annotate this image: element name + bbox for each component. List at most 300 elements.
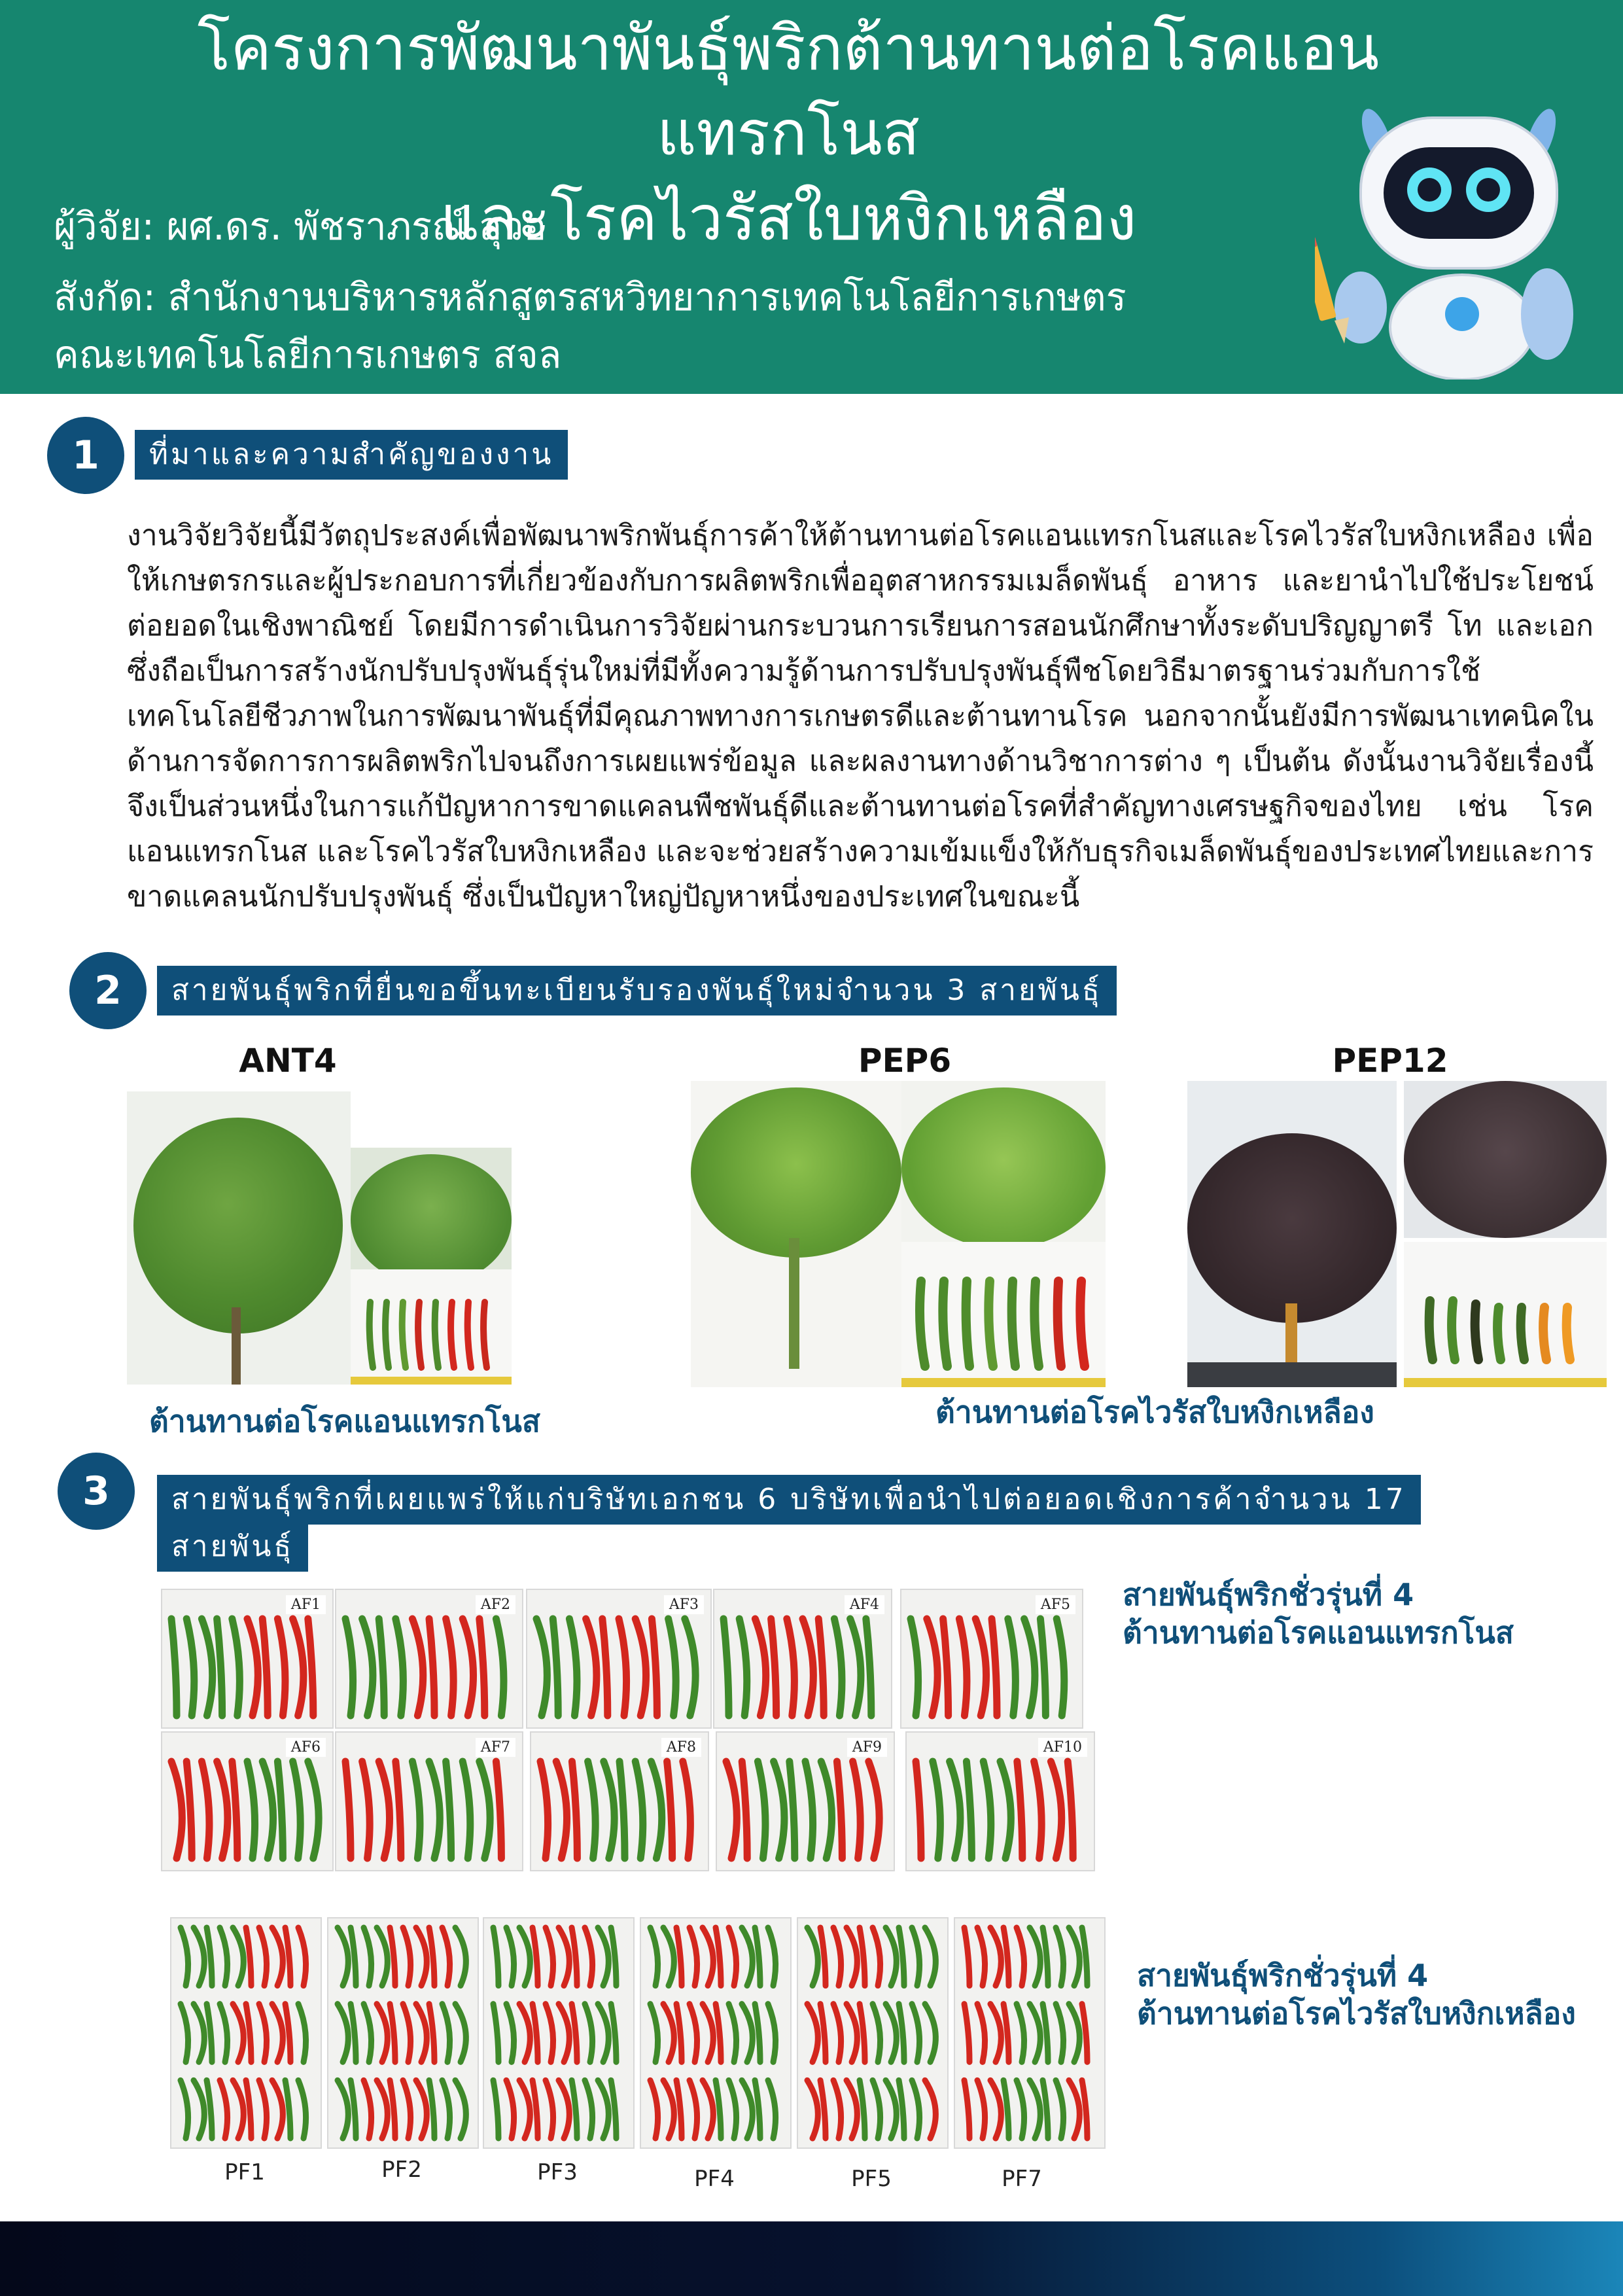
- chili-pod: [992, 1619, 997, 1716]
- chili-pod: [611, 2080, 616, 2138]
- chili-pod: [964, 2004, 969, 2062]
- af-tile: [900, 1589, 1083, 1729]
- chili-pod: [604, 1761, 614, 1858]
- chili-pod: [927, 1619, 937, 1716]
- chili-pod: [886, 2004, 896, 2062]
- pf-tile: [640, 1917, 792, 2149]
- chili-pod: [768, 2004, 776, 2062]
- chili-pod: [729, 1928, 737, 1986]
- chili-pod: [586, 1619, 597, 1716]
- chili-pod: [217, 1761, 228, 1858]
- caption-anthracnose-resistant: ต้านทานต่อโรคแอนแทรกโนส: [149, 1404, 540, 1439]
- chili-pod: [429, 1928, 434, 1986]
- chili-pod: [396, 1619, 404, 1716]
- chili-pod: [873, 1928, 881, 1986]
- chili-pod: [246, 2080, 251, 2138]
- chili-pod: [519, 2004, 530, 2062]
- affiliation-line-2: คณะเทคโนโลยีการเกษตร สจล: [54, 332, 562, 377]
- chili-pod: [635, 1619, 646, 1716]
- chili-pod: [663, 2080, 674, 2138]
- af-caption-line-1: สายพันธุ์พริกชั่วรุ่นที่ 4: [1123, 1577, 1414, 1612]
- chili-pod: [572, 1928, 577, 1986]
- title-line-2: และโรคไวรัสใบหงิกเหลือง: [440, 183, 1137, 255]
- chili-pod: [532, 2080, 538, 2138]
- chili-pod: [390, 2004, 395, 2062]
- chili-pod: [1024, 1619, 1035, 1716]
- ant4-chili-row: [351, 1269, 512, 1385]
- chili-pod: [207, 1928, 212, 1986]
- chili-pod: [572, 2004, 577, 2062]
- chili-pod: [559, 2080, 569, 2138]
- chili-pod: [377, 2004, 387, 2062]
- chili-pod: [207, 2080, 212, 2138]
- chili-pod: [262, 1619, 268, 1716]
- pep6-plant-photo: [691, 1081, 901, 1387]
- chili-pod: [983, 1761, 991, 1858]
- section-2-number: 2: [69, 952, 147, 1029]
- chili-pod: [805, 1761, 813, 1858]
- chili-pod: [506, 1928, 514, 1986]
- pf-code: PF4: [694, 2166, 735, 2192]
- pep12-chili-row: [1404, 1242, 1607, 1387]
- chili-pod: [860, 2080, 865, 2138]
- pep12-leaf-photo: [1404, 1081, 1607, 1238]
- chili-pod: [572, 2080, 577, 2138]
- chili-pod: [259, 2004, 267, 2062]
- chili-pod: [207, 2004, 212, 2062]
- chili-pod: [975, 1619, 986, 1716]
- chili-pod: [689, 2004, 697, 2062]
- section-1-paragraph: งานวิจัยวิจัยนี้มีวัตถุประสงค์เพื่อพัฒนาพริกพันธุ์การค้าให้ต้านทานต่อโรคแอนแทรกโนสและโรคไวรัสใบหงิกเหลือง เพื่อให้เกษตรกรและผู้ประกอบการที่เกี่ยวข้องกับการผลิตพริกเพื่ออุตสาหกรรมเมล็ดพันธุ์ อาหาร และยานำไปใช้ประโยชน์ต่อยอดในเชิงพาณิชย์ โดยมีการดำเนินการวิจัยผ่านกระบวนการเรียนการสอนนักศึกษาทั้งระดับปริญญาตรี โท และเอก ซึ่งถือเป็นการสร้างนักปรับปรุงพันธุ์รุ่นใหม่ที่มีทั้งความรู้ด้านการปรับปรุงพันธุ์พืชโดยวิธีมาตรฐานร่วมกับการใช้เทคโนโลยีชีวภาพในการพัฒนาพันธุ์ที่มีคุณภาพทางการเกษตรดีและต้านทานโรค นอกจากนั้นยังมีการพัฒนาเทคนิคในด้านการจัดการการผลิตพริกไปจนถึงการเผยแพร่ข้อมูล และผลงานทางด้านวิชาการต่าง ๆ เป็นต้น ดังนั้นงานวิจัยเรื่องนี้จึงเป็นส่วนหนึ่งในการแก้ปัญหาการขาดแคลนพืชพันธุ์ดีและต้านทานต่อโรคที่สำคัญทางเศรษฐกิจของไทย เช่น โรคแอนแทรกโนส และโรคไวรัสใบหงิกเหลือง และจะช่วยสร้างความเข้มแข็งให้กับธุรกิจเมล็ดพันธุ์ของประเทศไทยและการขาดแคลนนักปรับปรุงพันธุ์ ซึ่งเป็นปัญหาใหญ่ปัญหาหนึ่งของประเทศในขณะนี้: [127, 519, 1594, 913]
- chili-pod: [285, 2080, 290, 2138]
- chili-pod: [846, 2080, 857, 2138]
- chili-pod: [1000, 1761, 1011, 1858]
- chili-pod: [379, 1619, 384, 1716]
- chili-pod: [308, 1619, 313, 1716]
- chili-pod: [379, 1761, 389, 1858]
- chili-pod: [990, 1928, 1001, 1986]
- chili-pod: [716, 2080, 721, 2138]
- chili-pod: [716, 2004, 721, 2062]
- chili-pod: [611, 2004, 616, 2062]
- af-tile: [335, 1589, 523, 1729]
- chili-pod: [807, 2004, 818, 2062]
- chili-pod: [703, 2080, 713, 2138]
- chili-pod: [1030, 2004, 1040, 2062]
- pep12-fruit-photo: [1404, 1242, 1607, 1387]
- chili-pod: [345, 1619, 353, 1716]
- chili-pod: [351, 2004, 356, 2062]
- chili-pod: [774, 1761, 784, 1858]
- af-code: AF6: [286, 1738, 326, 1757]
- af-code: AF7: [476, 1738, 515, 1757]
- af-tile: [905, 1731, 1095, 1871]
- chili-pod: [833, 1928, 841, 1986]
- chili-pod: [259, 2080, 267, 2138]
- chili-pod: [1082, 2004, 1087, 2062]
- chili-pod: [298, 2080, 306, 2138]
- chili-pod: [462, 1761, 470, 1858]
- chili-pod: [1003, 2080, 1009, 2138]
- chili-pod: [232, 1761, 237, 1858]
- title-line-1: โครงการพัฒนาพันธุ์พริกต้านทานต่อโรคแอนแทรกโนส: [197, 13, 1380, 169]
- chili-pod: [1056, 2080, 1064, 2138]
- chili-pod: [685, 1619, 695, 1716]
- chili-pod: [559, 2004, 569, 2062]
- chili-pod: [364, 2004, 372, 2062]
- chili-pod: [598, 2080, 608, 2138]
- section-1-heading: ที่มาและความสำคัญของงาน: [135, 430, 568, 480]
- chili-pod: [925, 2004, 935, 2062]
- section-1-number: 1: [47, 417, 124, 494]
- affiliation-line-1: สังกัด: สำนักงานบริหารหลักสูตรสหวิทยาการเทคโนโลยีการเกษตร: [54, 275, 1126, 319]
- chili-pod: [364, 1928, 372, 1986]
- ant4-plant-photo: [127, 1091, 351, 1385]
- chili-pod: [742, 2080, 752, 2138]
- chili-pod: [412, 1619, 423, 1716]
- chili-pod: [220, 2080, 228, 2138]
- chili-pod: [959, 1619, 967, 1716]
- chili-pod: [853, 1761, 861, 1858]
- chili-pod: [729, 2080, 737, 2138]
- chili-pod: [807, 2080, 818, 2138]
- pf-tile: [797, 1917, 949, 2149]
- pf-code: PF3: [537, 2159, 578, 2185]
- chili-pod: [803, 1619, 813, 1716]
- chili-pod: [429, 1761, 440, 1858]
- chili-pod: [194, 1928, 204, 1986]
- chili-pod: [1069, 2004, 1079, 2062]
- chili-pod: [429, 2004, 434, 2062]
- chili-pod: [846, 2004, 857, 2062]
- af-code: AF9: [847, 1738, 887, 1757]
- chili-pod: [536, 1619, 547, 1716]
- chili-pod: [585, 2004, 593, 2062]
- chili-pod: [899, 1928, 904, 1986]
- chili-pod: [506, 2080, 514, 2138]
- chili-pod: [850, 1619, 861, 1716]
- chili-pod: [412, 1761, 420, 1858]
- af-tile: [716, 1731, 895, 1871]
- chili-pod: [739, 1619, 747, 1716]
- chili-pod: [667, 1761, 672, 1858]
- chili-pod: [689, 1928, 697, 1986]
- chili-pod: [186, 1761, 192, 1858]
- chili-pod: [860, 1928, 865, 1986]
- chili-pod: [886, 2080, 896, 2138]
- chili-pod: [1056, 1928, 1064, 1986]
- chili-pod: [171, 1619, 177, 1716]
- chili-pod: [496, 1761, 501, 1858]
- chili-pod: [546, 2004, 553, 2062]
- chili-pod: [1051, 1761, 1061, 1858]
- chili-pod: [429, 1619, 434, 1716]
- chili-pod: [598, 1928, 608, 1986]
- pep6-chili-row: [901, 1242, 1106, 1387]
- chili-pod: [396, 1761, 401, 1858]
- chili-pod: [602, 1619, 608, 1716]
- chili-pod: [540, 1761, 548, 1858]
- chili-pod: [768, 1928, 776, 1986]
- pf-tile: [483, 1917, 635, 2149]
- chili-pod: [1017, 2004, 1024, 2062]
- chili-pod: [442, 1928, 450, 1986]
- chili-pod: [833, 2080, 841, 2138]
- chili-pod: [338, 1928, 348, 1986]
- chili-pod: [598, 2004, 608, 2062]
- chili-pod: [345, 1761, 351, 1858]
- chili-pod: [442, 2004, 450, 2062]
- chili-pod: [651, 1761, 661, 1858]
- pf-caption: [1137, 1956, 1576, 2032]
- chili-pod: [293, 1619, 304, 1716]
- chili-pod: [635, 1761, 643, 1858]
- chili-pod: [886, 1928, 896, 1986]
- chili-pod: [569, 1619, 577, 1716]
- chili-pod: [559, 1928, 569, 1986]
- chili-pod: [455, 2004, 466, 2062]
- chili-pod: [611, 1928, 616, 1986]
- chili-pod: [496, 1619, 504, 1716]
- chili-pod: [966, 1761, 971, 1858]
- af-tile: [161, 1731, 334, 1871]
- chili-pod: [755, 1619, 765, 1716]
- af-code: AF10: [1038, 1738, 1087, 1757]
- chili-pod: [742, 1761, 747, 1858]
- chili-pod: [233, 1928, 243, 1986]
- pf-code: PF2: [381, 2157, 422, 2183]
- chili-pod: [493, 1928, 498, 1986]
- section-1-body: [127, 513, 1594, 919]
- af-tile: [526, 1589, 712, 1729]
- chili-pod: [362, 1761, 370, 1858]
- chili-pod: [233, 2080, 243, 2138]
- chili-pod: [916, 1761, 921, 1858]
- chili-pod: [220, 2004, 228, 2062]
- chili-pod: [277, 1619, 285, 1716]
- chili-pod: [820, 2080, 826, 2138]
- chili-pod: [403, 2004, 411, 2062]
- pf-code: PF7: [1002, 2166, 1042, 2192]
- chili-pod: [1043, 2004, 1048, 2062]
- chili-pod: [990, 2080, 1001, 2138]
- chili-pod: [351, 1928, 356, 1986]
- chili-pod: [1043, 1928, 1048, 1986]
- af-tile: [335, 1731, 523, 1871]
- variety-label-ant4: ANT4: [239, 1042, 337, 1080]
- chili-pod: [403, 1928, 411, 1986]
- af-code: AF1: [286, 1595, 326, 1614]
- chili-pod: [556, 1761, 567, 1858]
- chili-pod: [742, 2004, 752, 2062]
- chili-pod: [964, 2080, 969, 2138]
- chili-pod: [285, 1928, 290, 1986]
- chili-pod: [755, 1928, 760, 1986]
- chili-pod: [787, 1619, 795, 1716]
- robot-mascot-icon: [1315, 92, 1603, 380]
- chili-pod: [964, 1928, 969, 1986]
- chili-pod: [724, 1619, 729, 1716]
- chili-pod: [818, 1619, 824, 1716]
- chili-pod: [390, 2080, 395, 2138]
- pf-code: PF5: [851, 2166, 892, 2192]
- chili-pod: [351, 2080, 356, 2138]
- chili-pod: [650, 2080, 658, 2138]
- chili-pod: [834, 1619, 842, 1716]
- af-tile: [713, 1589, 892, 1729]
- chili-pod: [462, 1619, 473, 1716]
- af-tile: [161, 1589, 334, 1729]
- caption-virus-resistant: ต้านทานต่อโรคไวรัสใบหงิกเหลือง: [935, 1394, 1374, 1430]
- chili-pod: [1008, 1619, 1016, 1716]
- chili-pod: [585, 1928, 593, 1986]
- chili-pod: [181, 2004, 188, 2062]
- chili-pod: [911, 1619, 918, 1716]
- chili-pod: [194, 2004, 204, 2062]
- chili-pod: [338, 2004, 348, 2062]
- chili-pod: [553, 1619, 558, 1716]
- chili-pod: [403, 2080, 411, 2138]
- chili-pod: [833, 2004, 841, 2062]
- chili-pod: [442, 2080, 450, 2138]
- pep12-plant-photo: [1187, 1081, 1397, 1387]
- chili-pod: [546, 1928, 553, 1986]
- chili-pod: [1040, 1619, 1045, 1716]
- chili-pod: [247, 1761, 255, 1858]
- chili-pod: [1003, 1928, 1009, 1986]
- chili-pod: [650, 1928, 658, 1986]
- pf-tile: [954, 1917, 1106, 2149]
- chili-pod: [519, 2080, 530, 2138]
- researcher-name: ผู้วิจัย: ผศ.ดร. พัชราภรณ์ สุวอ: [54, 204, 547, 249]
- chili-pod: [217, 1619, 222, 1716]
- chili-pod: [990, 2004, 1001, 2062]
- chili-pod: [619, 1619, 627, 1716]
- chili-pod: [1017, 1761, 1022, 1858]
- chili-pod: [676, 2004, 682, 2062]
- chili-pod: [899, 2080, 904, 2138]
- chili-pod: [588, 1761, 596, 1858]
- chili-pod: [572, 1761, 577, 1858]
- chili-pod: [676, 2080, 682, 2138]
- section-3-number: 3: [58, 1453, 135, 1530]
- section-2-heading: สายพันธุ์พริกที่ยื่นขอขึ้นทะเบียนรับรองพันธุ์ใหม่จำนวน 3 สายพันธุ์: [157, 966, 1117, 1016]
- ant4-fruit-photo: [351, 1269, 512, 1385]
- af-code: AF5: [1036, 1595, 1075, 1614]
- chili-pod: [1017, 2080, 1024, 2138]
- chili-pod: [171, 1761, 182, 1858]
- chili-pod: [298, 2004, 306, 2062]
- chili-pod: [493, 2080, 498, 2138]
- chili-pod: [689, 2080, 697, 2138]
- chili-pod: [377, 2080, 387, 2138]
- chili-pod: [416, 2080, 427, 2138]
- chili-pod: [262, 1761, 273, 1858]
- ant4-leaf-photo: [351, 1148, 512, 1269]
- chili-pod: [377, 1928, 387, 1986]
- af-tile: [530, 1731, 709, 1871]
- af-code: AF2: [476, 1595, 515, 1614]
- chili-pod: [272, 1928, 283, 1986]
- chili-pod: [272, 2004, 283, 2062]
- chili-pod: [364, 2080, 372, 2138]
- chili-pod: [726, 1761, 737, 1858]
- chili-pod: [912, 2004, 920, 2062]
- chili-pod: [703, 2004, 713, 2062]
- chili-pod: [455, 1928, 466, 1986]
- header-banner: [0, 0, 1623, 394]
- chili-pod: [977, 2080, 985, 2138]
- chili-pod: [272, 2080, 283, 2138]
- chili-pod: [742, 1928, 752, 1986]
- chili-pod: [186, 1619, 194, 1716]
- chili-pod: [977, 1928, 985, 1986]
- chili-pod: [1034, 1761, 1042, 1858]
- chili-pod: [1068, 1761, 1073, 1858]
- chili-pod: [532, 1928, 538, 1986]
- chili-pod: [1030, 1928, 1040, 1986]
- chili-pod: [246, 1928, 251, 1986]
- chili-pod: [943, 1619, 949, 1716]
- chili-pod: [1043, 2080, 1048, 2138]
- chili-pod: [866, 1619, 871, 1716]
- chili-pod: [650, 2004, 658, 2062]
- chili-pod: [1082, 1928, 1087, 1986]
- section-3-heading-line-2: สายพันธุ์: [157, 1522, 308, 1572]
- chili-pod: [1003, 2004, 1009, 2062]
- pf-tile: [170, 1917, 322, 2149]
- variety-label-pep12: PEP12: [1332, 1042, 1448, 1080]
- chili-pod: [912, 1928, 920, 1986]
- chili-pod: [585, 2080, 593, 2138]
- chili-pod: [506, 2004, 514, 2062]
- chili-pod: [308, 1761, 319, 1858]
- pep6-fruit-photo: [901, 1242, 1106, 1387]
- chili-pod: [201, 1619, 212, 1716]
- chili-pod: [899, 2004, 904, 2062]
- chili-pod: [663, 1928, 674, 1986]
- chili-pod: [480, 1761, 490, 1858]
- chili-pod: [729, 2004, 737, 2062]
- chili-pod: [873, 2080, 881, 2138]
- chili-pod: [1056, 1619, 1064, 1716]
- chili-pod: [771, 1619, 777, 1716]
- chili-pod: [362, 1619, 373, 1716]
- af-caption-line-2: ต้านทานต่อโรคแอนแทรกโนส: [1123, 1615, 1514, 1650]
- variety-label-pep6: PEP6: [858, 1042, 952, 1080]
- chili-pod: [220, 1928, 228, 1986]
- chili-pod: [820, 2004, 826, 2062]
- chili-pod: [768, 2080, 776, 2138]
- chili-pod: [807, 1928, 818, 1986]
- chili-pod: [233, 2004, 243, 2062]
- af-code: AF8: [661, 1738, 701, 1757]
- chili-pod: [338, 2080, 348, 2138]
- chili-pod: [755, 2080, 760, 2138]
- chili-pod: [703, 1928, 713, 1986]
- chili-pod: [455, 2080, 466, 2138]
- chili-pod: [869, 1761, 879, 1858]
- chili-pod: [755, 2004, 760, 2062]
- chili-pod: [429, 2080, 434, 2138]
- chili-pod: [480, 1619, 485, 1716]
- chili-pod: [194, 2080, 204, 2138]
- chili-pod: [620, 1761, 625, 1858]
- chili-pod: [758, 1761, 765, 1858]
- chili-pod: [1069, 2080, 1079, 2138]
- chili-pod: [298, 1928, 306, 1986]
- chili-pod: [246, 2004, 251, 2062]
